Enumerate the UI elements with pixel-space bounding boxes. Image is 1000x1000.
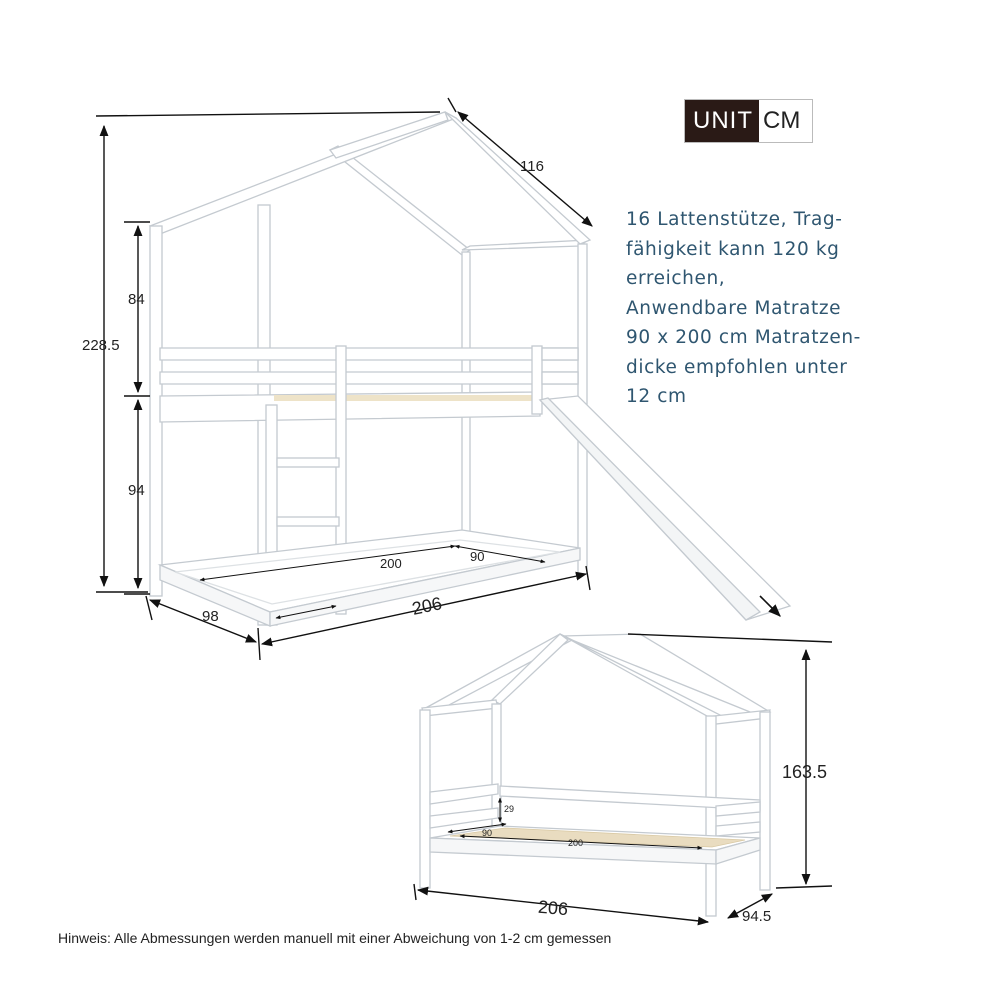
bunk-lower-height-label: 94 [128,482,145,499]
single-mattress-length-label: 200 [568,838,584,848]
bunk-total-height-label: 228.5 [82,337,120,354]
unit-badge [684,99,813,143]
spec-line: dicke empfohlen unter [626,356,848,378]
single-mattress-width-label: 90 [482,828,493,838]
bunk-mattress-width-label: 90 [470,549,485,564]
spec-line: 12 cm [626,386,687,407]
spec-line: 90 x 200 cm Matratzen- [626,327,861,348]
bunk-upper-height-label: 84 [128,291,145,308]
bunk-mattress-length-label: 200 [380,556,402,571]
bunk-depth-label: 98 [202,608,219,625]
spec-line: erreichen, [626,268,726,289]
single-height-label: 163.5 [782,762,828,782]
bunk-roof-depth-label: 116 [520,158,544,175]
unit-label: UNIT [685,100,759,142]
spec-text [626,205,926,412]
single-house-bed [420,634,770,916]
spec-line: Anwendbare Matratze [626,297,842,319]
bunk-length-label: 206 [410,593,444,619]
spec-line: 16 Lattenstütze, Trag- [626,209,843,230]
single-depth-label: 94.5 [742,908,772,925]
measurement-footnote: Hinweis: Alle Abmessungen werden manuell mit einer Abweichung von 1-2 cm gemessen [58,930,612,946]
single-length-label: 206 [537,896,569,920]
single-rail-height-label: 29 [504,804,515,814]
spec-line: fähigkeit kann 120 kg [626,238,840,260]
unit-value: CM [759,100,812,142]
